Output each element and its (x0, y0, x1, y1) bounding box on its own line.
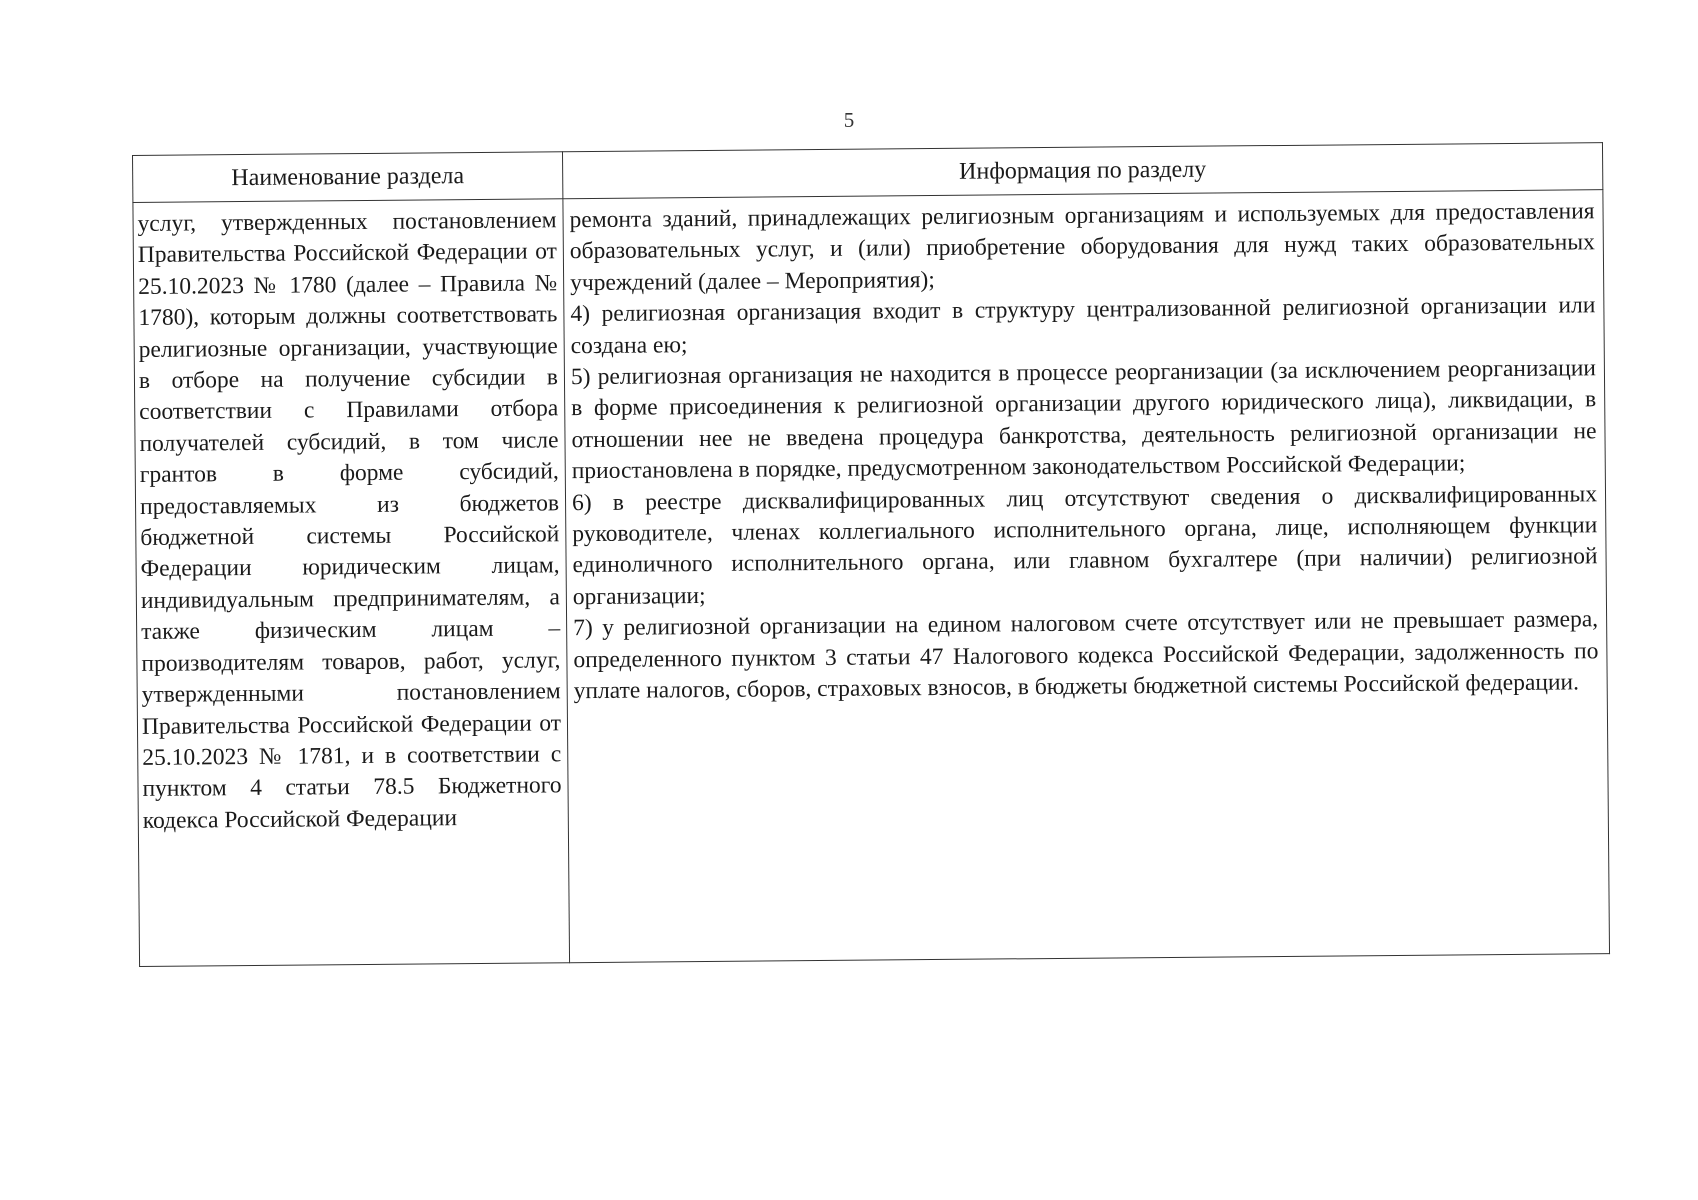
info-paragraph-item-4: 4) религиозная организация входит в структуру централизованной религиозной организации или создана ею; (570, 292, 1596, 359)
info-paragraph-item-6: 6) в реестре дисквалифицированных лиц отсутствуют сведения о дисквалифицированных руководителе, членах коллегиального исполнительного органа, лице, исполняющем функции единоличного исполнительного органа, или главном бухгалтере (при наличии) религиозной организации; (571, 480, 1598, 611)
page-number: 5 (843, 108, 855, 132)
section-info-cell (563, 190, 1610, 963)
section-name-cell: услуг, утвержденных постановлением Правительства Российской Федерации от 25.10.2023 № 1780 (далее – Правила № 1780), которым должны соответствовать религиозные организации, участвующие в отборе на получение субсидии в соответствии с Правилами отбора получателей субсидий, в том числе грантов в форме субсидий, предоставляемых из бюджетов бюджетной системы Российской Федерации юридическим лицам, индивидуальным предпринимателям, а также физическим лицам – производителям товаров, работ, услуг, утвержденными постановлением Правительства Российской Федерации от 25.10.2023 № 1781, и в соответствии с пунктом 4 статьи 78.5 Бюджетного кодекса Российской Федерации (133, 199, 570, 967)
section-info-table (132, 142, 1610, 967)
info-paragraph-item-5: 5) религиозная организация не находится в процессе реорганизации (за исключением реорганизации в форме присоединения к религиозной организации другого юридического лица), ликвидации, в отношении нее не введена процедура банкротства, деятельность религиозной организации не приостановлена в порядке, предусмотренном законодательством Российской Федерации; (570, 355, 1597, 485)
header-section-info: Информация по разделу (562, 143, 1602, 199)
header-section-name: Наименование раздела (133, 152, 563, 203)
info-paragraph-item-7: 7) у религиозной организации на едином налоговом счете отсутствует или не превышает размера, определенного пунктом 3 статьи 47 Налогового кодекса Российской Федерации, задолженность по уплате налогов, сборов, страховых взносов, в бюджеты бюджетной системы Российской федерации. (573, 606, 1599, 705)
table-row (133, 190, 1610, 967)
info-paragraph-continuation: ремонта зданий, принадлежащих религиозным организациям и используемых для предоставления образовательных услуг, и (или) приобретение оборудования для нужд таких образовательных учреждений (далее – Мероприятия); (569, 198, 1595, 296)
